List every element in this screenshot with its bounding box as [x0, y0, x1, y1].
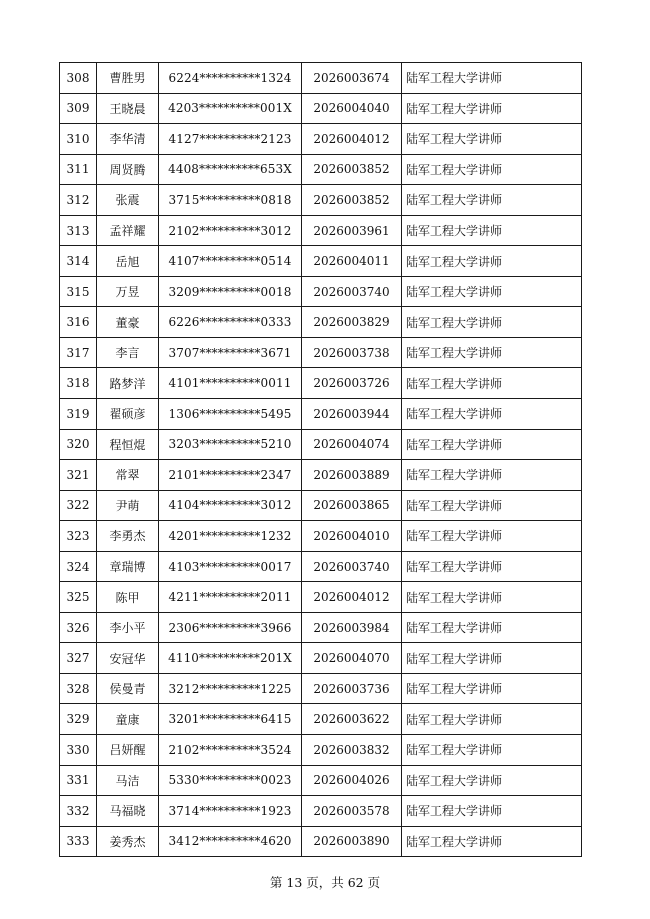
row-number: 332 — [60, 796, 97, 827]
person-name: 常翠 — [97, 460, 159, 491]
table-row — [60, 826, 582, 857]
exam-number: 2026003944 — [302, 399, 402, 430]
row-number: 320 — [60, 429, 97, 460]
position: 陆军工程大学讲师 — [402, 185, 582, 216]
exam-number: 2026003622 — [302, 704, 402, 735]
id-number: 4101**********0011 — [159, 368, 302, 399]
position: 陆军工程大学讲师 — [402, 276, 582, 307]
row-number: 314 — [60, 246, 97, 277]
row-number: 333 — [60, 826, 97, 857]
person-name: 李言 — [97, 337, 159, 368]
exam-number: 2026004010 — [302, 521, 402, 552]
table-row — [60, 337, 582, 368]
exam-number: 2026003740 — [302, 551, 402, 582]
person-name: 万昱 — [97, 276, 159, 307]
position: 陆军工程大学讲师 — [402, 490, 582, 521]
table-row — [60, 704, 582, 735]
position: 陆军工程大学讲师 — [402, 124, 582, 155]
exam-number: 2026003832 — [302, 735, 402, 766]
position: 陆军工程大学讲师 — [402, 673, 582, 704]
roster-body — [60, 63, 582, 857]
row-number: 310 — [60, 124, 97, 155]
id-number: 3201**********6415 — [159, 704, 302, 735]
exam-number: 2026003738 — [302, 337, 402, 368]
table-row — [60, 643, 582, 674]
exam-number: 2026003736 — [302, 673, 402, 704]
exam-number: 2026003889 — [302, 460, 402, 491]
id-number: 3209**********0018 — [159, 276, 302, 307]
exam-number: 2026003674 — [302, 63, 402, 94]
table-row — [60, 765, 582, 796]
row-number: 322 — [60, 490, 97, 521]
id-number: 3707**********3671 — [159, 337, 302, 368]
id-number: 4110**********201X — [159, 643, 302, 674]
table-row — [60, 796, 582, 827]
person-name: 王晓晨 — [97, 93, 159, 124]
table-row — [60, 521, 582, 552]
id-number: 4107**********0514 — [159, 246, 302, 277]
row-number: 331 — [60, 765, 97, 796]
id-number: 2102**********3524 — [159, 735, 302, 766]
table-row — [60, 551, 582, 582]
person-name: 董豪 — [97, 307, 159, 338]
table-row — [60, 582, 582, 613]
table-row — [60, 93, 582, 124]
row-number: 309 — [60, 93, 97, 124]
table-row — [60, 246, 582, 277]
table-row — [60, 154, 582, 185]
person-name: 李华清 — [97, 124, 159, 155]
person-name: 童康 — [97, 704, 159, 735]
person-name: 路梦洋 — [97, 368, 159, 399]
table-row — [60, 490, 582, 521]
row-number: 328 — [60, 673, 97, 704]
id-number: 4103**********0017 — [159, 551, 302, 582]
id-number: 4408**********653X — [159, 154, 302, 185]
row-number: 313 — [60, 215, 97, 246]
row-number: 318 — [60, 368, 97, 399]
exam-number: 2026003578 — [302, 796, 402, 827]
page-footer: 第 13 页，共 62 页 — [269, 875, 381, 890]
row-number: 311 — [60, 154, 97, 185]
position: 陆军工程大学讲师 — [402, 643, 582, 674]
row-number: 330 — [60, 735, 97, 766]
person-name: 翟硕彦 — [97, 399, 159, 430]
row-number: 329 — [60, 704, 97, 735]
person-name: 马福晓 — [97, 796, 159, 827]
id-number: 4201**********1232 — [159, 521, 302, 552]
person-name: 李小平 — [97, 612, 159, 643]
table-row — [60, 185, 582, 216]
exam-number: 2026003740 — [302, 276, 402, 307]
row-number: 326 — [60, 612, 97, 643]
person-name: 尹萌 — [97, 490, 159, 521]
exam-number: 2026003890 — [302, 826, 402, 857]
row-number: 316 — [60, 307, 97, 338]
position: 陆军工程大学讲师 — [402, 337, 582, 368]
id-number: 3412**********4620 — [159, 826, 302, 857]
row-number: 308 — [60, 63, 97, 94]
person-name: 章瑞博 — [97, 551, 159, 582]
row-number: 324 — [60, 551, 97, 582]
position: 陆军工程大学讲师 — [402, 215, 582, 246]
id-number: 2101**********2347 — [159, 460, 302, 491]
position: 陆军工程大学讲师 — [402, 735, 582, 766]
person-name: 吕妍醒 — [97, 735, 159, 766]
table-row — [60, 673, 582, 704]
table-row — [60, 215, 582, 246]
row-number: 325 — [60, 582, 97, 613]
table-row — [60, 368, 582, 399]
id-number: 3212**********1225 — [159, 673, 302, 704]
exam-number: 2026003961 — [302, 215, 402, 246]
table-row — [60, 124, 582, 155]
person-name: 陈甲 — [97, 582, 159, 613]
exam-number: 2026003852 — [302, 185, 402, 216]
person-name: 曹胜男 — [97, 63, 159, 94]
id-number: 3715**********0818 — [159, 185, 302, 216]
position: 陆军工程大学讲师 — [402, 429, 582, 460]
table-row — [60, 399, 582, 430]
person-name: 姜秀杰 — [97, 826, 159, 857]
position: 陆军工程大学讲师 — [402, 704, 582, 735]
id-number: 4211**********2011 — [159, 582, 302, 613]
row-number: 312 — [60, 185, 97, 216]
exam-number: 2026004070 — [302, 643, 402, 674]
id-number: 6224**********1324 — [159, 63, 302, 94]
position: 陆军工程大学讲师 — [402, 765, 582, 796]
person-name: 岳旭 — [97, 246, 159, 277]
table-row — [60, 460, 582, 491]
person-name: 程恒焜 — [97, 429, 159, 460]
id-number: 4104**********3012 — [159, 490, 302, 521]
person-name: 孟祥耀 — [97, 215, 159, 246]
exam-number: 2026004040 — [302, 93, 402, 124]
position: 陆军工程大学讲师 — [402, 551, 582, 582]
position: 陆军工程大学讲师 — [402, 368, 582, 399]
person-name: 张震 — [97, 185, 159, 216]
position: 陆军工程大学讲师 — [402, 154, 582, 185]
position: 陆军工程大学讲师 — [402, 460, 582, 491]
exam-number: 2026003829 — [302, 307, 402, 338]
exam-number: 2026003865 — [302, 490, 402, 521]
row-number: 323 — [60, 521, 97, 552]
id-number: 3203**********5210 — [159, 429, 302, 460]
id-number: 1306**********5495 — [159, 399, 302, 430]
person-name: 安冠华 — [97, 643, 159, 674]
id-number: 6226**********0333 — [159, 307, 302, 338]
table-row — [60, 276, 582, 307]
row-number: 321 — [60, 460, 97, 491]
id-number: 3714**********1923 — [159, 796, 302, 827]
position: 陆军工程大学讲师 — [402, 399, 582, 430]
position: 陆军工程大学讲师 — [402, 521, 582, 552]
row-number: 315 — [60, 276, 97, 307]
position: 陆军工程大学讲师 — [402, 826, 582, 857]
position: 陆军工程大学讲师 — [402, 307, 582, 338]
exam-number: 2026004012 — [302, 582, 402, 613]
id-number: 2306**********3966 — [159, 612, 302, 643]
exam-number: 2026003852 — [302, 154, 402, 185]
person-name: 周贤腾 — [97, 154, 159, 185]
person-name: 侯曼青 — [97, 673, 159, 704]
table-row — [60, 612, 582, 643]
position: 陆军工程大学讲师 — [402, 796, 582, 827]
exam-number: 2026004026 — [302, 765, 402, 796]
exam-number: 2026004012 — [302, 124, 402, 155]
row-number: 319 — [60, 399, 97, 430]
table-row — [60, 429, 582, 460]
id-number: 4203**********001X — [159, 93, 302, 124]
id-number: 2102**********3012 — [159, 215, 302, 246]
table-row — [60, 307, 582, 338]
id-number: 5330**********0023 — [159, 765, 302, 796]
exam-number: 2026004074 — [302, 429, 402, 460]
position: 陆军工程大学讲师 — [402, 246, 582, 277]
id-number: 4127**********2123 — [159, 124, 302, 155]
position: 陆军工程大学讲师 — [402, 93, 582, 124]
person-name: 马洁 — [97, 765, 159, 796]
row-number: 317 — [60, 337, 97, 368]
position: 陆军工程大学讲师 — [402, 612, 582, 643]
exam-number: 2026003984 — [302, 612, 402, 643]
person-name: 李勇杰 — [97, 521, 159, 552]
roster-table — [59, 62, 582, 857]
exam-number: 2026004011 — [302, 246, 402, 277]
row-number: 327 — [60, 643, 97, 674]
position: 陆军工程大学讲师 — [402, 582, 582, 613]
exam-number: 2026003726 — [302, 368, 402, 399]
position: 陆军工程大学讲师 — [402, 63, 582, 94]
table-row — [60, 63, 582, 94]
table-row — [60, 735, 582, 766]
